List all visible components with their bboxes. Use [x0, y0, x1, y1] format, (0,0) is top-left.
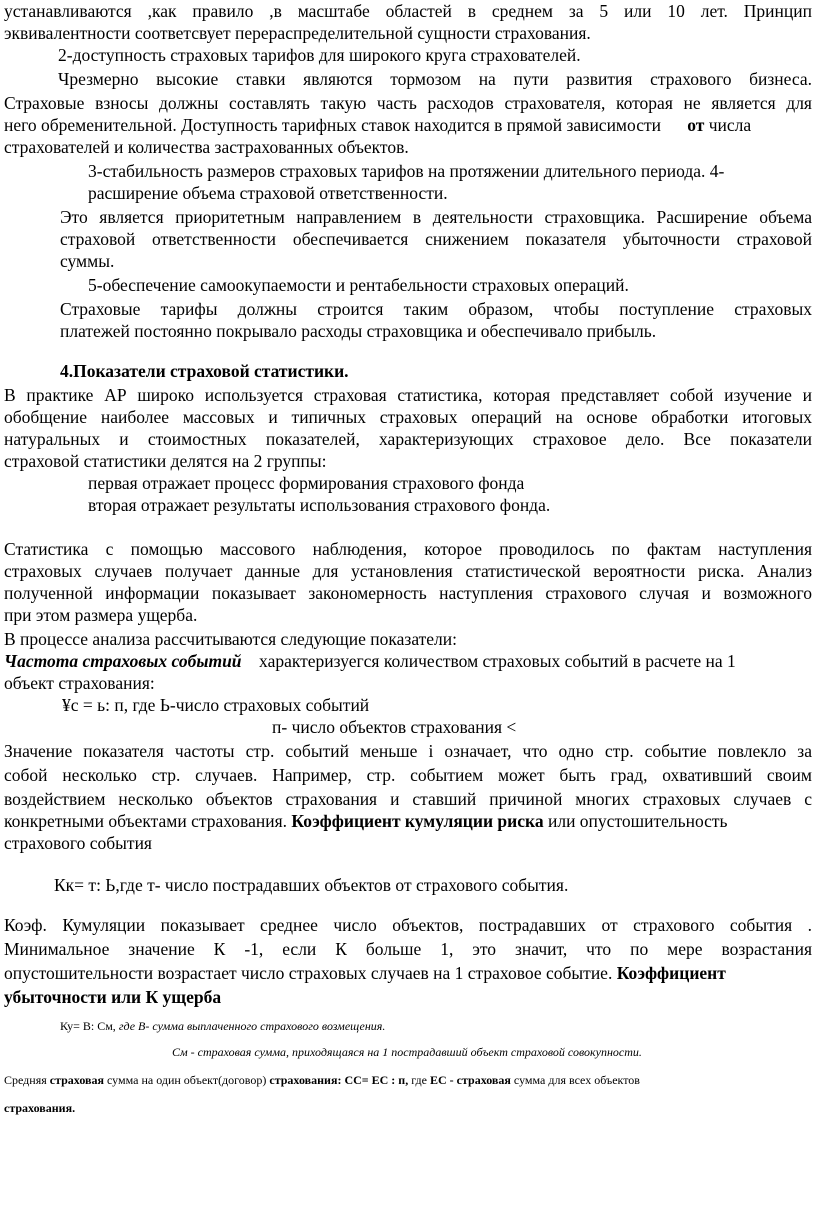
paragraph-line: суммы.	[60, 251, 115, 271]
paragraph-line: Это является приоритетным направлением в деятельности страховщика. Расширение объема	[60, 207, 812, 227]
paragraph-line: при этом размера ущерба.	[4, 605, 198, 625]
paragraph-line: Минимальное значение К -1, если К больше 1, это значит, что по мере возрастания	[4, 939, 812, 959]
paragraph-line	[4, 650, 736, 672]
section-heading: 4.Показатели страховой статистики.	[60, 361, 349, 381]
paragraph-text: сумма на один объект(договор)	[107, 1073, 267, 1087]
paragraph-text: опустошительности возрастает число страховых случаев на 1 страховое событие.	[4, 963, 613, 983]
paragraph-line: Страховые взносы должны составлять такую часть расходов страхователя, которая не является для	[4, 93, 812, 113]
paragraph-line: В практике АР широко используется страховая статистика, которая представляет собой изучение и	[4, 385, 812, 405]
paragraph-line: Чрезмерно высокие ставки являются тормозом на пути развития страхового бизнеса.	[58, 69, 812, 89]
formula-line: Кк= т: Ь,где т- число пострадавших объектов от страхового события.	[54, 875, 569, 895]
paragraph-text: числа	[708, 115, 752, 135]
list-item: 5-обеспечение самоокупаемости и рентабельности страховых операций.	[88, 275, 629, 295]
paragraph-text: характеризуегся количеством страховых событий в расчете на 1	[259, 651, 736, 671]
paragraph-line: собой несколько стр. случаев. Например, стр. событием может быть град, охвативший своим	[4, 765, 812, 785]
paragraph-text: него обременительной. Доступность тарифных ставок находится в прямой зависимости	[4, 115, 661, 135]
paragraph-line: воздействием несколько объектов страхования и ставший причиной многих страховых случаев с	[4, 789, 812, 809]
paragraph-line: Страховые тарифы должны строится таким образом, чтобы поступление страховых	[60, 299, 812, 319]
paragraph-line: страхового события	[4, 833, 152, 853]
paragraph-line	[4, 1072, 640, 1088]
paragraph-line: страховых случаев получает данные для установления статистической вероятности риска. Анализ	[4, 561, 812, 581]
list-item: 2-доступность страховых тарифов для широкого круга страхователей.	[58, 45, 581, 65]
list-item: 3-стабильность размеров страховых тарифов на протяжении длительного периода. 4-	[88, 161, 725, 181]
paragraph-line: Коэф. Кумуляции показывает среднее число объектов, пострадавших от страхового события .	[4, 915, 812, 935]
list-item: расширение объема страховой ответственности.	[88, 183, 448, 203]
term-heading: Частота страховых событий	[4, 651, 242, 671]
paragraph-line: обобщение наиболее массовых и типичных страховых операций на основе обработки итоговых	[4, 407, 812, 427]
paragraph-text: сумма для всех объектов	[513, 1073, 640, 1087]
formula-text: Ку= В: См,	[60, 1019, 116, 1033]
bold-word: ЕС - страховая	[429, 1073, 511, 1087]
paragraph-line: страховой статистики делятся на 2 группы:	[4, 451, 327, 471]
paragraph-line: страхователей и количества застрахованных объектов.	[4, 137, 409, 157]
paragraph-line: В процессе анализа рассчитываются следующие показатели:	[4, 629, 458, 649]
bold-word: страхования: СС= ЕС : п,	[269, 1073, 409, 1087]
paragraph-line: устанавливаются ,как правило ,в масштабе областей в среднем за 5 или 10 лет. Принцип	[4, 1, 812, 21]
paragraph-line: объект страхования:	[4, 673, 155, 693]
paragraph-line: эквивалентности соответсвует перераспределительной сущности страхования.	[4, 23, 591, 43]
paragraph-text: Средняя	[4, 1073, 47, 1087]
paragraph-text: или опустошительность	[547, 811, 728, 831]
formula-line	[60, 1018, 385, 1034]
paragraph-text: конкретными объектами страхования.	[4, 811, 288, 831]
paragraph-line: полученной информации показывает закономерность наступления страхового случая и возможного	[4, 583, 812, 603]
list-item: вторая отражает результаты использования страхового фонда.	[88, 495, 551, 515]
formula-line: ¥c = ь: п, где Ь-число страховых событий	[62, 695, 370, 715]
paragraph-line	[4, 114, 751, 136]
formula-line: п- число объектов страхования <	[272, 717, 517, 737]
paragraph-line: Значение показателя частоты стр. событий меньше і означает, что одно стр. событие повлекло за	[4, 741, 812, 761]
paragraph-line: натуральных и стоимостных показателей, характеризующих страховое дело. Все показатели	[4, 429, 812, 449]
paragraph-line	[4, 962, 726, 984]
bold-word: от	[687, 115, 705, 135]
formula-note: См - страховая сумма, приходящаяся на 1 пострадавший объект страховой совокупности.	[172, 1045, 642, 1059]
paragraph-line	[4, 810, 728, 832]
paragraph-line: страховой ответственности обеспечивается снижением показателя убыточности страховой	[60, 229, 812, 249]
list-item: первая отражает процесс формирования страхового фонда	[88, 473, 525, 493]
bold-word: страховая	[49, 1073, 105, 1087]
term-heading: убыточности или К ущерба	[4, 987, 222, 1007]
formula-note: где В- сумма выплаченного страхового возмещения.	[118, 1019, 386, 1033]
term-heading: Коэффициент	[616, 963, 726, 983]
paragraph-line: платежей постоянно покрывало расходы страховщика и обеспечивало прибыль.	[60, 321, 657, 341]
bold-word: страхования.	[4, 1101, 76, 1115]
term-heading: Коэффициент кумуляции риска	[291, 811, 544, 831]
paragraph-line: Статистика с помощью массового наблюдения, которое проводилось по фактам наступления	[4, 539, 812, 559]
paragraph-text: где	[411, 1073, 427, 1087]
